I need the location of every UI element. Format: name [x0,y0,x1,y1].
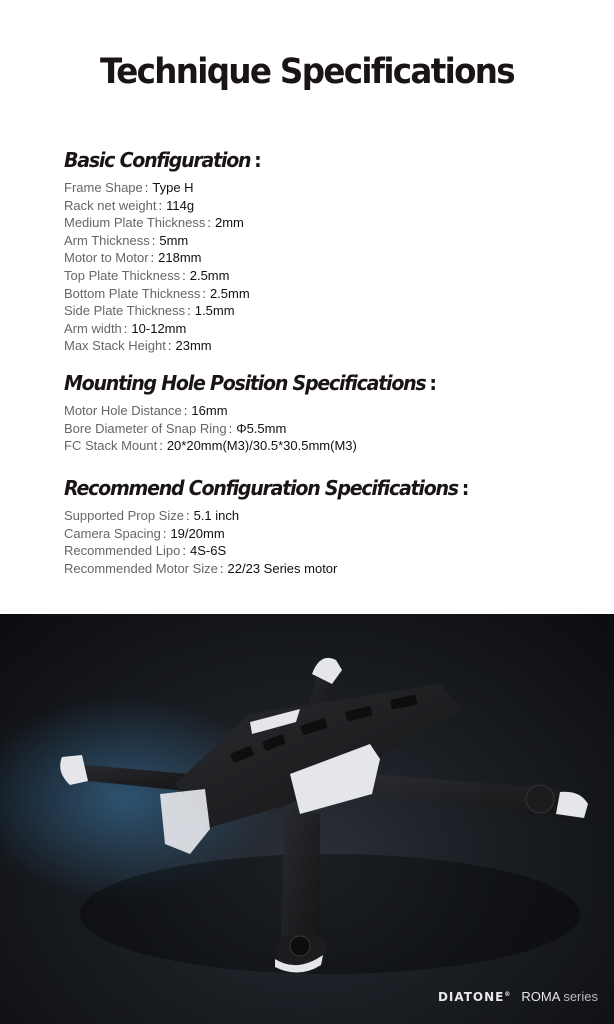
spec-separator: : [202,285,206,301]
product-photo [0,614,614,1024]
spec-row [64,507,489,525]
section-heading-text: Recommend Configuration Specifications [64,476,458,500]
spec-value: 2.5mm [209,285,250,301]
section-heading [64,148,261,172]
spec-list [64,179,271,355]
section-heading-text: Basic Configuration [64,148,251,172]
spec-label: Medium Plate Thickness [64,215,206,231]
spec-value: 5.1 inch [193,508,240,523]
spec-label: Side Plate Thickness [64,303,186,319]
spec-row [64,179,271,197]
spec-separator: : [123,320,128,336]
section-heading [64,371,436,395]
spec-value: 4S-6S [189,543,227,559]
spec-value: 16mm [191,403,228,418]
series-name: ROMA [521,989,560,1004]
spec-row [64,285,271,303]
spec-label: Arm width [64,320,122,336]
spec-separator: : [158,197,163,213]
spec-row [64,249,271,267]
spec-value: 2.5mm [189,267,230,283]
spec-label: Top Plate Thickness [64,267,181,283]
brand-logo-text: DIATONE [437,990,505,1004]
spec-value: 5mm [159,232,189,248]
spec-separator: : [167,338,172,354]
spec-label: Camera Spacing [64,525,161,541]
spec-label: Bore Diameter of Snap Ring [64,420,227,436]
spec-row [64,420,455,438]
spec-separator: : [185,508,190,523]
spec-separator: : [207,215,211,231]
spec-row [64,525,489,543]
mounting-hole-group [64,371,455,455]
spec-separator: : [183,403,188,418]
spec-separator: : [182,543,186,559]
spec-value: 218mm [158,250,202,266]
page-title: Technique Specifications [100,52,514,92]
spec-row [64,542,489,560]
motor-mount [290,936,310,956]
spec-label: FC Stack Mount [64,438,158,454]
spec-label: Recommended Lipo [64,543,181,559]
spec-row [64,302,271,320]
spec-label: Max Stack Height [64,338,166,354]
spec-value: 1.5mm [194,303,235,319]
spec-separator: : [151,232,156,248]
basic-configuration-group [64,148,271,355]
spec-row [64,337,271,355]
spec-label: Recommended Motor Size [64,560,218,576]
spec-row [64,437,455,455]
spec-separator: : [150,250,155,266]
spec-row [64,214,271,232]
spec-label: Motor Hole Distance [64,403,182,418]
series-label [521,989,598,1004]
spec-separator: : [228,420,233,436]
spec-value: 22/23 Series motor [227,560,338,576]
spec-value: 20*20mm(M3)/30.5*30.5mm(M3) [166,438,357,454]
spec-value: 2mm [215,215,244,231]
spec-value: 19/20mm [170,525,225,541]
series-word: series [563,989,598,1004]
spec-label: Rack net weight [64,197,157,213]
spec-label: Motor to Motor [64,250,149,266]
spec-label: Frame Shape [64,180,143,195]
motor-mount [526,785,554,813]
section-heading-colon: : [254,148,261,172]
spec-value: 10-12mm [131,320,187,336]
spec-value: 23mm [175,338,212,354]
section-heading-text: Mounting Hole Position Specifications [64,371,426,395]
section-heading [64,476,468,500]
drone-frame-illustration [0,614,614,1024]
section-heading-colon: : [429,371,436,395]
spec-row [64,197,271,215]
spec-row [64,402,455,420]
spec-list [64,402,455,455]
spec-label: Bottom Plate Thickness [64,285,201,301]
spec-separator: : [187,303,191,319]
spec-row [64,560,489,578]
spec-row [64,232,271,250]
frame-shadow [80,854,580,974]
registered-mark: ® [504,991,512,998]
diatone-logo [438,990,511,1004]
spec-label: Supported Prop Size [64,508,184,523]
spec-separator: : [144,180,149,195]
spec-value: 114g [166,197,195,213]
spec-separator: : [162,525,167,541]
spec-row [64,320,271,338]
section-heading-colon: : [461,476,469,500]
spec-label: Arm Thickness [64,232,150,248]
recommend-configuration-group [64,476,489,577]
brand-mark [438,989,598,1004]
spec-value: Type H [152,180,194,195]
spec-separator: : [219,560,224,576]
spec-separator: : [159,438,163,454]
spec-row [64,267,271,285]
spec-value: Φ5.5mm [236,420,287,436]
spec-list [64,507,489,577]
spec-separator: : [182,267,186,283]
